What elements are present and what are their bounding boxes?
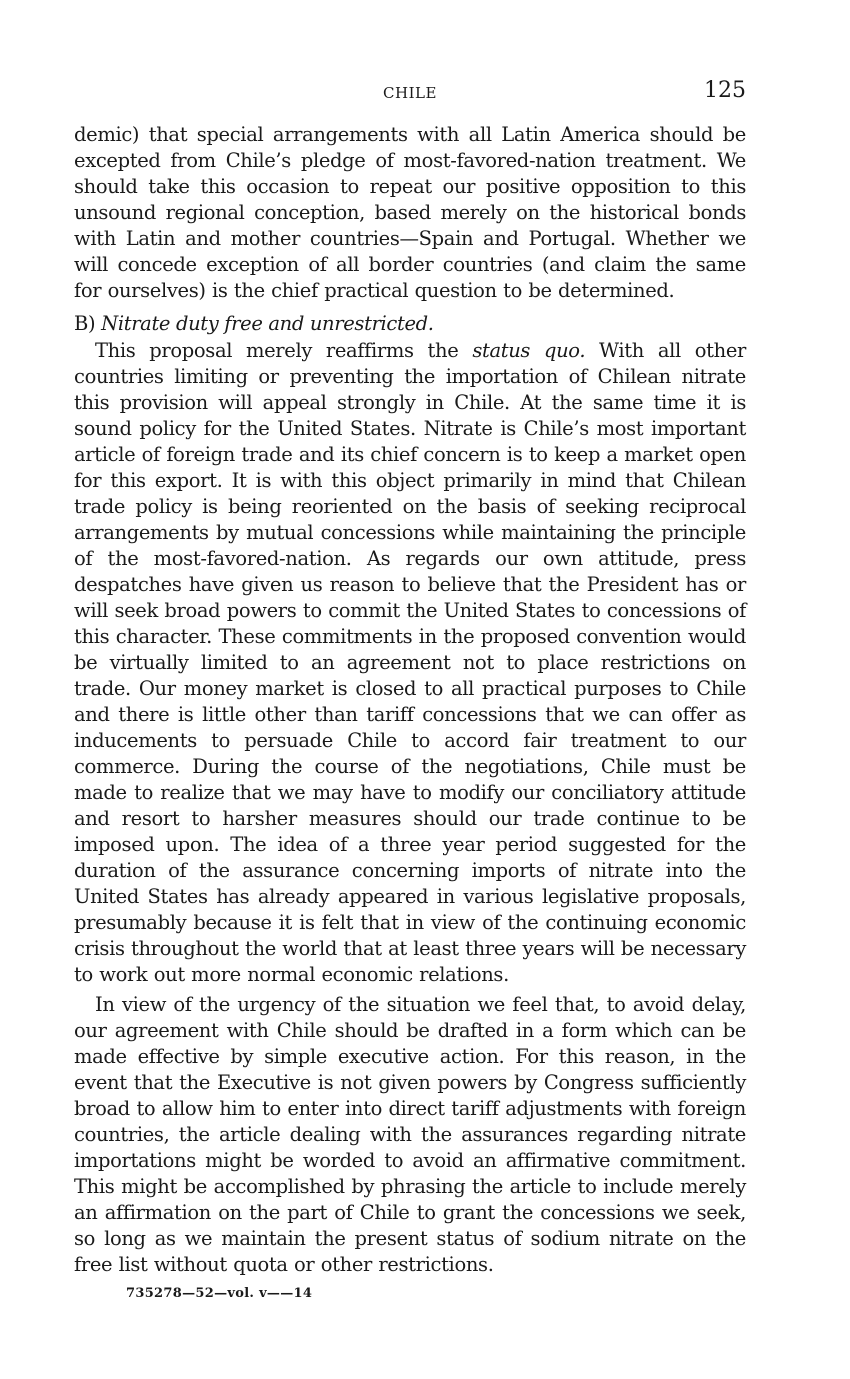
paragraph-continued: demic) that special arrangements with all Latin America should be excepted from Chile’s pledge of most-favored-nation treatment. We should take this occasion to repeat our positive opposition to this unsound regional conception, based merely on the historical bonds with Latin and mother countries—Spain and Portugal. Whether we will concede exception of all border countries (and claim the same for ourselves) is the chief practical question to be determined. xyxy=(74,123,746,302)
paragraph-urgency: In view of the urgency of the situation we feel that, to avoid delay, our agreement with Chile should be drafted in a form which can be made effective by simple executive action. For this reason, in the event that the Executive is not given powers by Congress sufficiently broad to allow him to enter into direct tariff adjustments with foreign countries, the article dealing with the assurances regarding nitrate importations might be worded to avoid an affirmative commitment. This might be accomplished by phrasing the article to include merely an affirmation on the part of Chile to grant the concessions we seek, so long as we maintain the present status of sodium nitrate on the free list without quota or other restrictions. xyxy=(74,993,746,1276)
section-label: B) xyxy=(74,312,96,335)
running-head xyxy=(74,78,746,108)
paragraph-nitrate xyxy=(74,338,746,988)
section-heading-b xyxy=(74,310,746,338)
paragraph-nitrate-italic: status quo. xyxy=(472,339,586,362)
running-title: CHILE xyxy=(383,84,437,102)
paragraph-nitrate-lead: This proposal merely reaffirms the xyxy=(95,339,473,362)
page-number: 125 xyxy=(704,78,746,103)
paragraph-nitrate-body: With all other countries limiting or preventing the importation of Chilean nitrate this provision will appeal strongly in Chile. At the same time it is sound policy for the United States. Nitrate is Chile’s most important article of foreign trade and its chief concern is to keep a market open for this export. It is with this object primarily in mind that Chilean trade policy is being reoriented on the basis of seeking reciprocal arrangements by mutual concessions while maintaining the principle of the most-favored-nation. As regards our own attitude, press despatches have given us reason to believe that the President has or will seek broad powers to commit the United States to concessions of this character. These commitments in the proposed convention would be virtually limited to an agreement not to place restrictions on trade. Our money market is closed to all practical purposes to Chile and there is little other than tariff concessions that we can offer as inducements to persuade Chile to accord fair treatment to our commerce. During the course of the negotiations, Chile must be made to realize that we may have to modify our conciliatory attitude and resort to harsher measures should our trade continue to be imposed upon. The idea of a three year period suggested for the duration of the assurance concerning imports of nitrate into the United States has already appeared in various legislative proposals, presumably because it is felt that in view of the continuing economic crisis throughout the world that at least three years will be necessary to work out more normal economic relations. xyxy=(74,339,746,986)
document-page xyxy=(74,78,746,1301)
section-title: Nitrate duty free and unrestricted. xyxy=(101,312,434,335)
printer-signature: 735278—52—vol. v——14 xyxy=(126,1286,313,1301)
